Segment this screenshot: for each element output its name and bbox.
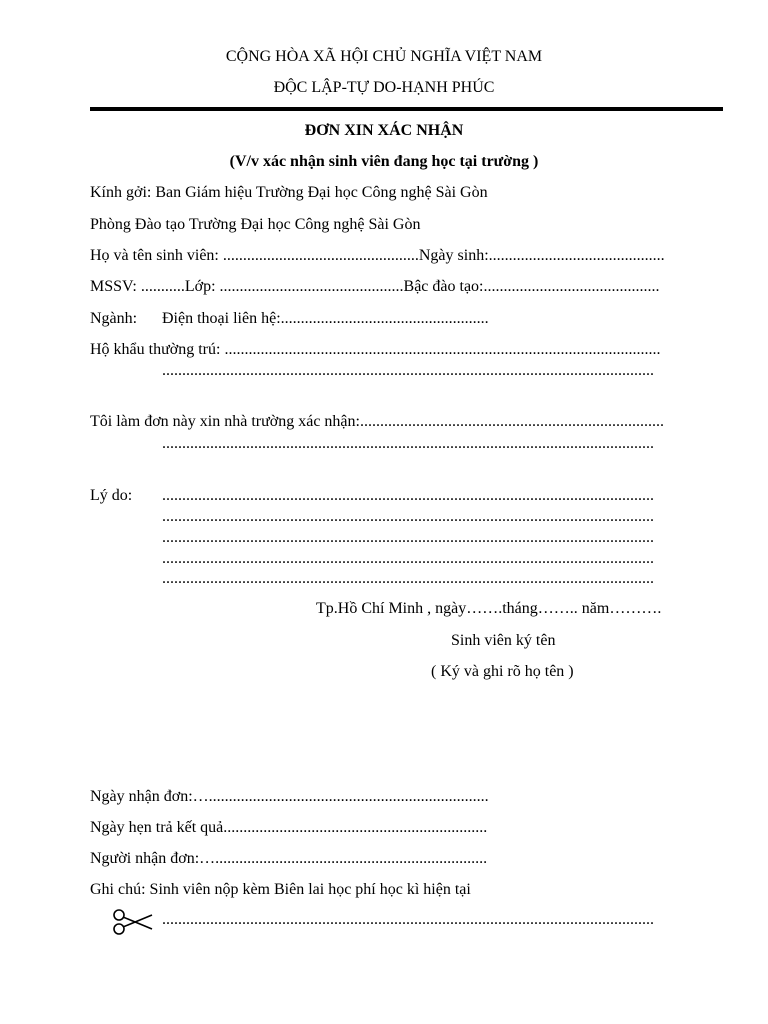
reason-line-3[interactable]: ........................................................................................................................... <box>162 529 654 546</box>
result-date-field[interactable]: Ngày hẹn trả kết quả.................................................................. <box>90 819 488 836</box>
request-continuation[interactable]: ........................................................................................................................... <box>162 435 654 452</box>
signature-note: ( Ký và ghi rõ họ tên ) <box>431 663 574 680</box>
addressee-line-2: Phòng Đào tạo Trường Đại học Công nghệ Sài Gòn <box>90 216 421 233</box>
addressee-line-1: Kính gởi: Ban Giám hiệu Trường Đại học Công nghệ Sài Gòn <box>90 184 488 201</box>
residence-continuation[interactable]: ........................................................................................................................... <box>162 362 654 379</box>
reason-line-4[interactable]: ........................................................................................................................... <box>162 550 654 567</box>
major-label: Ngành: <box>90 310 138 327</box>
national-motto: ĐỘC LẬP-TỰ DO-HẠNH PHÚC <box>273 79 495 96</box>
student-id-field[interactable]: MSSV: ...........Lớp: ..............................................Bậc đào tạo:............................................ <box>90 278 660 295</box>
phone-field[interactable]: Điện thoại liên hệ:.................................................... <box>162 310 489 327</box>
cut-line: ........................................................................................................................... <box>162 911 654 928</box>
residence-field[interactable]: Hộ khẩu thường trú: ............................................................................................................. <box>90 341 661 358</box>
reason-line-1[interactable]: ........................................................................................................................... <box>162 487 654 504</box>
reason-line-5[interactable]: ........................................................................................................................... <box>162 570 654 587</box>
form-subtitle: (V/v xác nhận sinh viên đang học tại trường ) <box>229 153 539 170</box>
signature-title: Sinh viên ký tên <box>451 632 556 649</box>
note-line: Ghi chú: Sinh viên nộp kèm Biên lai học phí học kì hiện tại <box>90 881 471 898</box>
request-field[interactable]: Tôi làm đơn này xin nhà trường xác nhận:............................................................................ <box>90 413 664 430</box>
header-rule <box>90 107 723 111</box>
form-title: ĐƠN XIN XÁC NHẬN <box>304 122 464 139</box>
received-date-field[interactable]: Ngày nhận đơn:…...................................................................... <box>90 788 489 805</box>
date-place-line: Tp.Hồ Chí Minh , ngày…….tháng…….. năm………. <box>316 600 662 617</box>
scissors-icon <box>110 907 154 937</box>
national-title: CỘNG HÒA XÃ HỘI CHỦ NGHĨA VIỆT NAM <box>225 48 543 65</box>
reason-line-2[interactable]: ........................................................................................................................... <box>162 508 654 525</box>
student-name-field[interactable]: Họ và tên sinh viên: .................................................Ngày sinh:............................................ <box>90 247 665 264</box>
receiver-field[interactable]: Người nhận đơn:….................................................................... <box>90 850 488 867</box>
reason-label: Lý do: <box>90 487 133 504</box>
